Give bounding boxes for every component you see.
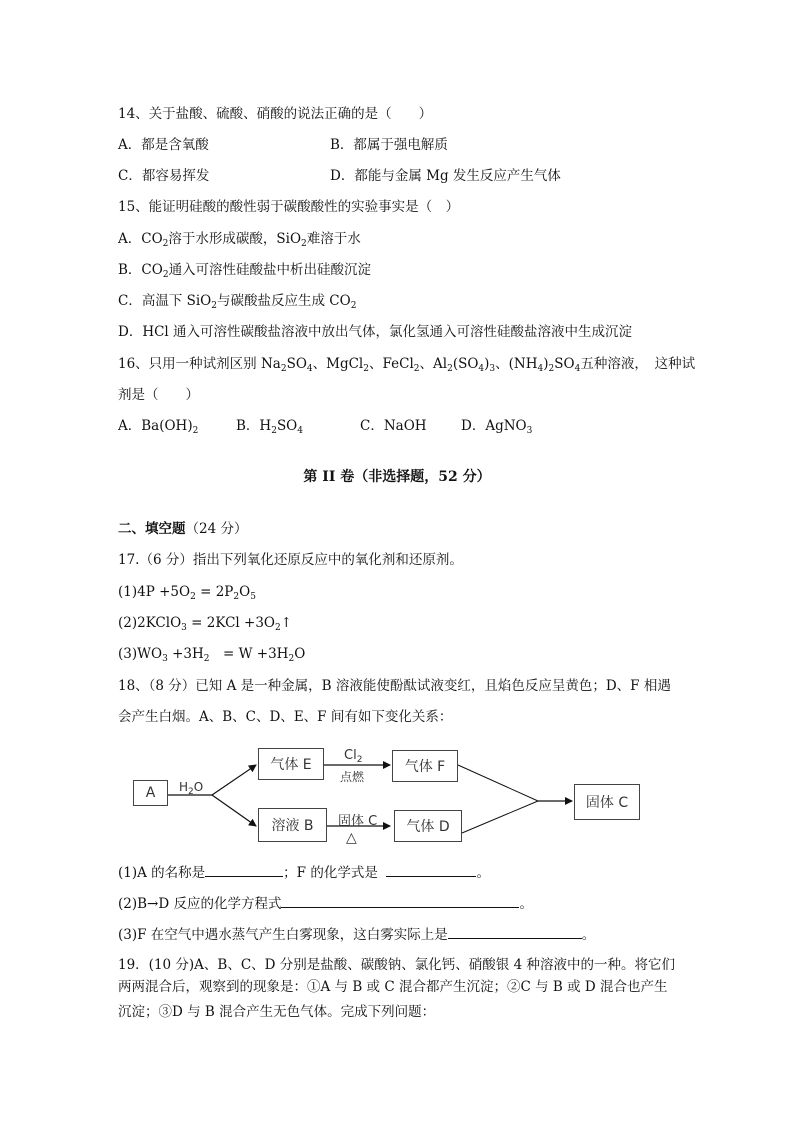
q18-stem-line1: 18、（8 分）已知 A 是一种金属，B 溶液能使酚酞试液变红，且焰色反应呈黄色；D、F 相遇 xyxy=(118,678,671,694)
line-f-merge xyxy=(458,765,538,801)
q14-option-a: A．都是含氧酸 xyxy=(118,137,209,153)
label-h2o: $H_2O$ xyxy=(179,780,204,797)
q17-reaction-3: $(3)WO_3 +3H_2$ = $W +3H_2O$ xyxy=(118,646,306,664)
q14-option-d: D．都能与金属 Mg 发生反应产生气体 xyxy=(330,168,561,184)
q16-stem: 16、只用一种试剂区别 $Na_2SO_4$、MgCl$_2$、FeCl$_2$、$Al_2(SO_4)_3$、$(NH_4)_2SO_4$五种溶液， 这种试 xyxy=(118,356,696,374)
q15-option-c: C．高温下 SiO$_2$与碳酸盐反应生成 $CO_2$ xyxy=(118,293,357,311)
label-cl2: $Cl_2$ xyxy=(344,748,363,765)
arrow-to-e xyxy=(212,765,256,795)
q15-option-b: B．$CO_2$通入可溶性硅酸盐中析出硅酸沉淀 xyxy=(118,262,372,280)
q14-option-c: C．都容易挥发 xyxy=(118,168,210,184)
q16-option-c: C．NaOH xyxy=(360,418,427,434)
diagram-box-e: 气体 E xyxy=(258,748,324,780)
q19-stem-line1: 19．(10 分)A、B、C、D 分别是盐酸、碳酸钠、氯化钙、硝酸银 4 种溶液中的一种。将它们 xyxy=(118,957,675,973)
q16-stem-line2: 剂是（ ） xyxy=(118,387,199,403)
q19-stem-line2: 两两混合后，观察到的现象是：①A 与 B 或 C 混合都产生沉淀；②C 与 B 或 D 混合也产生 xyxy=(118,979,668,995)
q14-option-b: B．都属于强电解质 xyxy=(330,137,448,153)
q18-sub1: (1)A 的名称是 ；F 的化学式是 。 xyxy=(118,862,490,883)
q14-stem: 14、关于盐酸、硫酸、硝酸的说法正确的是（ ） xyxy=(118,106,433,122)
fill-section-title: 二、填空题（24 分） xyxy=(118,521,248,537)
q18-sub3: (3)F 在空气中遇水蒸气产生白雾现象，这白雾实际上是 。 xyxy=(118,924,595,945)
section-2-title: 第 II 卷（非选择题，52 分） xyxy=(303,469,491,485)
diagram-box-b: 溶液 B xyxy=(258,808,327,842)
q15-option-d: D．HCl 通入可溶性碳酸盐溶液中放出气体，氯化氢通入可溶性硅酸盐溶液中生成沉淀 xyxy=(118,324,633,340)
label-solid-c: 固体 C xyxy=(338,814,378,829)
q19-stem-line3: 沉淀；③D 与 B 混合产生无色气体。完成下列问题： xyxy=(118,1004,436,1020)
q16-option-b: B．$H_2SO_4$ xyxy=(236,418,303,436)
q17-reaction-1: $(1)4P +5O_2 = 2P_2O_5$ xyxy=(118,584,256,602)
q16-option-a: A．$Ba(OH)_2$ xyxy=(118,418,199,436)
answer-blank-a-name[interactable] xyxy=(205,862,283,877)
q17-reaction-2: (2)2KClO$_3$ = $2KCl +3O_2↑$ xyxy=(118,615,293,633)
diagram-box-f: 气体 F xyxy=(392,750,458,782)
q15-stem: 15、能证明硅酸的酸性弱于碳酸酸性的实验事实是（ ） xyxy=(118,199,460,215)
q16-option-d: D．AgNO$_3$ xyxy=(461,418,533,436)
label-heat: △ xyxy=(346,830,357,846)
diagram-box-a: A xyxy=(133,780,168,806)
q18-stem-line2: 会产生白烟。A、B、C、D、E、F 间有如下变化关系： xyxy=(118,709,453,725)
q17-stem: 17.（6 分）指出下列氧化还原反应中的氧化剂和还原剂。 xyxy=(118,552,463,568)
q15-option-a: A．$CO_2$溶于水形成碳酸，SiO$_2$难溶于水 xyxy=(118,231,361,249)
arrow-to-b xyxy=(212,795,256,826)
answer-blank-b-to-d-equation[interactable] xyxy=(281,893,519,908)
label-ignite: 点燃 xyxy=(340,770,365,784)
diagram-box-c: 固体 C xyxy=(574,784,640,820)
answer-blank-white-mist[interactable] xyxy=(448,924,582,939)
q18-sub2: (2)B→D 反应的化学方程式 。 xyxy=(118,893,533,914)
line-d-merge xyxy=(462,801,538,833)
diagram-box-d: 气体 D xyxy=(394,810,462,842)
answer-blank-f-formula[interactable] xyxy=(386,862,476,877)
